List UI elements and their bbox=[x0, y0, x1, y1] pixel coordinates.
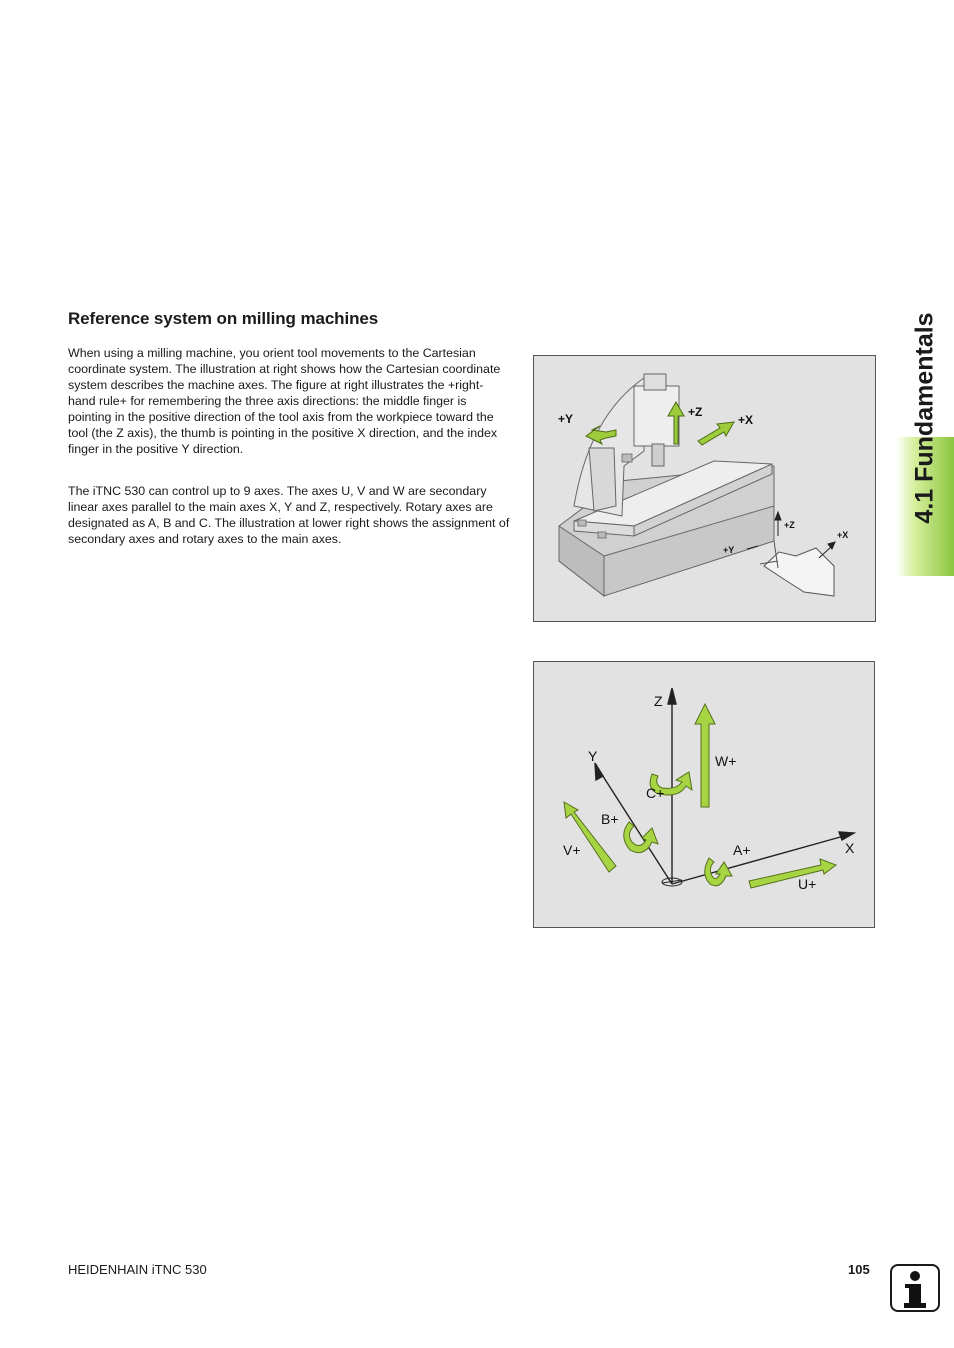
main-axis-lines bbox=[595, 688, 854, 884]
label-plus-x: +X bbox=[738, 413, 754, 427]
hand-label-plus-y: +Y bbox=[723, 545, 735, 555]
info-icon-dot bbox=[910, 1271, 920, 1281]
label-y: Y bbox=[588, 748, 598, 764]
chapter-title: 4.1 Fundamentals bbox=[910, 312, 939, 524]
axes-assignment-figure bbox=[533, 661, 875, 928]
label-b-plus: B+ bbox=[601, 811, 619, 827]
section-heading: Reference system on milling machines bbox=[68, 309, 379, 328]
label-z: Z bbox=[654, 693, 663, 709]
label-v-plus: V+ bbox=[563, 842, 581, 858]
footer-product-name: HEIDENHAIN iTNC 530 bbox=[68, 1262, 207, 1277]
label-u-plus: U+ bbox=[798, 876, 817, 892]
page-number: 105 bbox=[848, 1262, 870, 1277]
secondary-axis-arrows bbox=[564, 704, 836, 888]
label-x: X bbox=[845, 840, 855, 856]
paragraph-2: The iTNC 530 can control up to 9 axes. The axes U, V and W are secondary linear axes parallel to the main axes X, Y and Z, respectively. Rotary axes are designated as A, B and C. The illustration at lower right shows the assignment of secondary axes and rotary axes to the main axes. bbox=[68, 484, 510, 546]
right-hand-rule-hand bbox=[760, 541, 834, 596]
hand-label-plus-z: +Z bbox=[784, 520, 795, 530]
label-a-plus: A+ bbox=[733, 842, 751, 858]
milling-machine-illustration bbox=[534, 356, 875, 621]
hand-label-plus-x: +X bbox=[837, 530, 849, 540]
label-plus-y: +Y bbox=[558, 412, 574, 426]
milling-machine-figure bbox=[533, 355, 876, 622]
info-icon[interactable] bbox=[890, 1264, 940, 1312]
info-icon-base bbox=[904, 1303, 926, 1308]
paragraph-1: When using a milling machine, you orient tool movements to the Cartesian coordinate system. The illustration at right shows how the Cartesian coordinate system describes the machine axes. The figure at right illustrates the +right-hand rule+ for remembering the three axis directions: the middle finger is pointing in the positive direction of the tool axis from the workpiece toward the tool (the Z axis), the thumb is pointing in the positive X direction, and the index finger in the positive Y direction. bbox=[68, 346, 501, 456]
label-w-plus: W+ bbox=[715, 753, 737, 769]
rotary-axis-arrows bbox=[624, 772, 732, 886]
axes-assignment-diagram bbox=[534, 662, 874, 927]
label-plus-z: +Z bbox=[688, 405, 703, 419]
label-c-plus: C+ bbox=[646, 785, 665, 801]
